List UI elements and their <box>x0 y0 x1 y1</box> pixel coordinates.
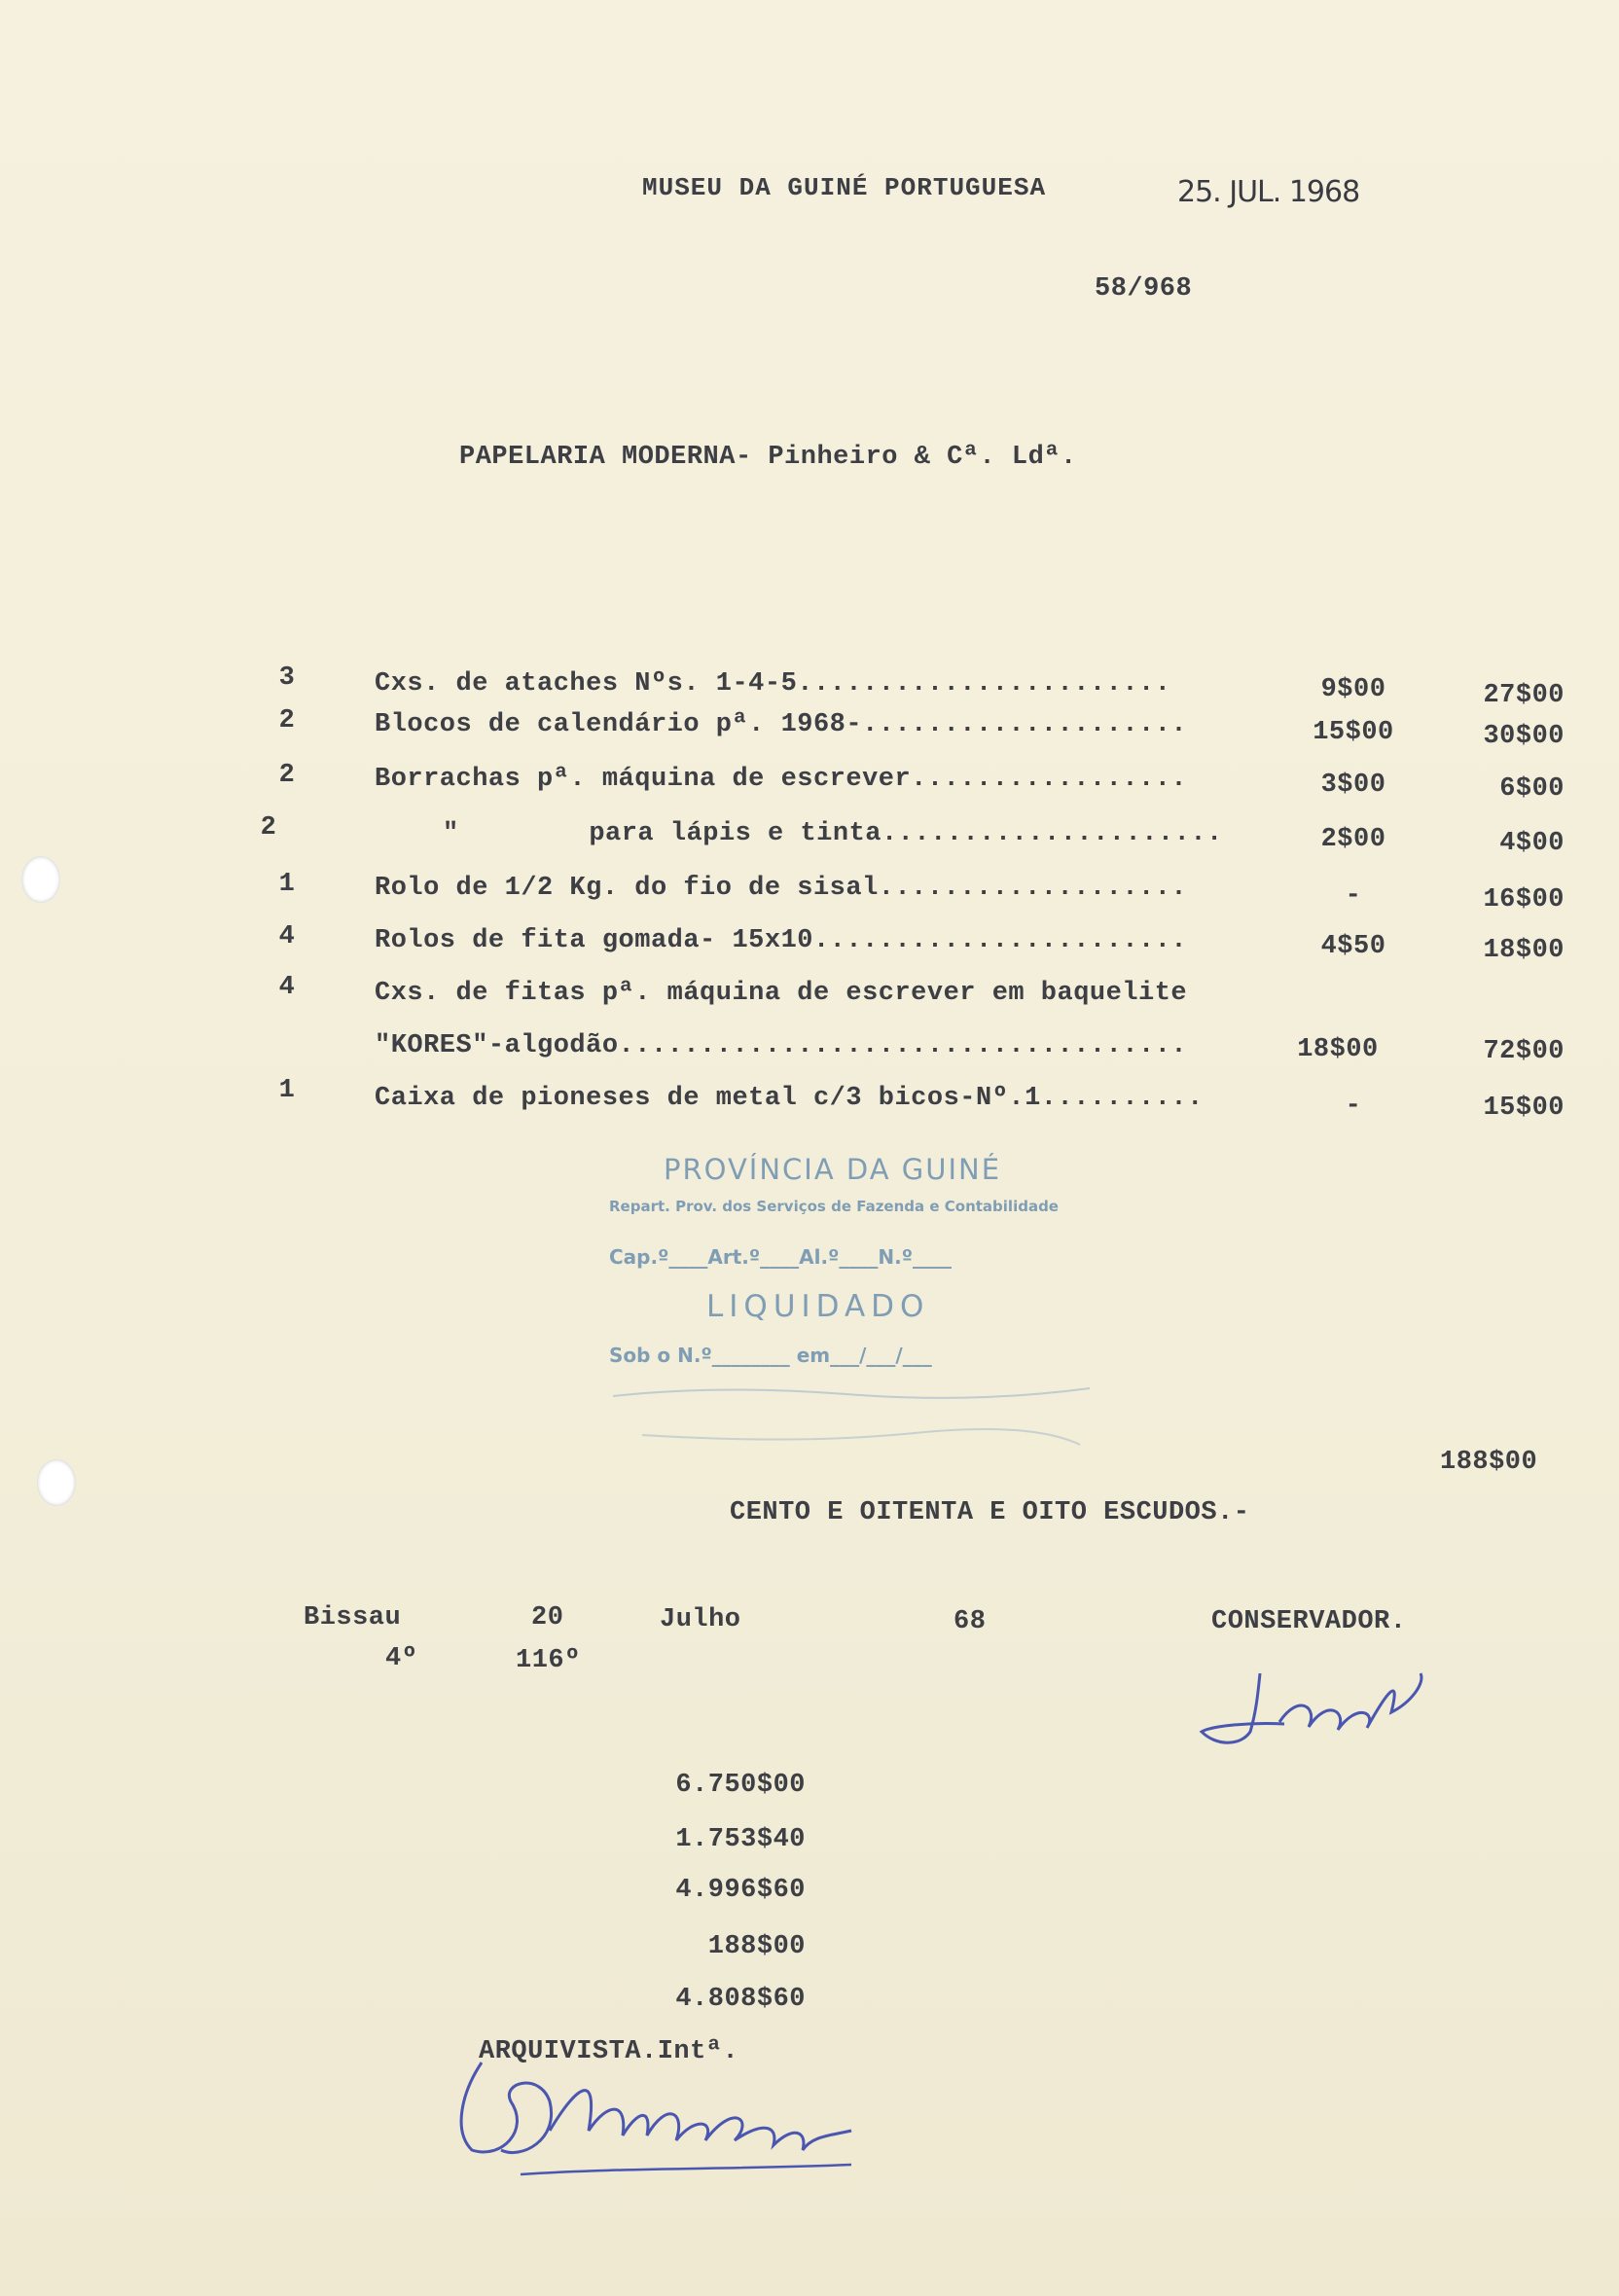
item-qty: 2 <box>278 761 296 790</box>
budget-figure: 6.750$00 <box>675 1771 806 1800</box>
stamp-liquidado: LIQUIDADO <box>706 1289 930 1324</box>
item-total: 15$00 <box>1483 1094 1565 1123</box>
item-unit-price: - <box>1345 881 1362 911</box>
total-in-words: CENTO E OITENTA E OITO ESCUDOS.- <box>730 1498 1250 1527</box>
signatory-title: CONSERVADOR. <box>1211 1607 1407 1636</box>
budget-figure: 4.808$60 <box>675 1985 806 2014</box>
item-qty: 4 <box>278 973 296 1002</box>
article-number: 116º <box>516 1646 581 1675</box>
item-unit-price: 18$00 <box>1297 1035 1379 1064</box>
budget-figure: 1.753$40 <box>675 1825 806 1854</box>
stamp-province: PROVÍNCIA DA GUINÉ <box>664 1153 1002 1186</box>
item-qty: 1 <box>278 870 296 899</box>
stamp-smudge <box>603 1377 1099 1464</box>
stamp-number-line: Sob o N.º________ em___/___/___ <box>609 1344 932 1367</box>
institution-name: MUSEU DA GUINÉ PORTUGUESA <box>642 173 1047 202</box>
item-description: Caixa de pioneses de metal c/3 bicos-Nº.1.......... <box>375 1084 1204 1113</box>
stamp-chapter-line: Cap.º____Art.º____Al.º____N.º____ <box>609 1245 952 1269</box>
day: 20 <box>531 1603 564 1632</box>
item-total: 72$00 <box>1483 1037 1565 1066</box>
item-total: 6$00 <box>1499 774 1565 804</box>
item-qty: 4 <box>278 922 296 951</box>
chapter-number: 4º <box>385 1644 418 1673</box>
punch-hole <box>21 856 60 903</box>
month: Julho <box>660 1605 741 1634</box>
stamp-department: Repart. Prov. dos Serviços de Fazenda e Contabilidade <box>609 1198 1059 1215</box>
item-qty: 2 <box>260 813 277 843</box>
punch-hole <box>37 1459 76 1506</box>
total-amount: 188$00 <box>1440 1448 1538 1477</box>
year: 68 <box>953 1607 987 1636</box>
archivist-title: ARQUIVISTA.Intª. <box>479 2037 739 2066</box>
item-total: 16$00 <box>1483 885 1565 915</box>
date-stamp: 25. JUL. 1968 <box>1177 175 1360 209</box>
item-total: 27$00 <box>1483 681 1565 710</box>
item-total: 4$00 <box>1499 829 1565 858</box>
item-total: 30$00 <box>1483 722 1565 751</box>
item-qty: 3 <box>278 664 296 693</box>
item-unit-price: 15$00 <box>1313 718 1394 747</box>
item-description: Rolo de 1/2 Kg. do fio de sisal................... <box>375 874 1188 903</box>
budget-figure: 4.996$60 <box>675 1876 806 1905</box>
item-description: Borrachas pª. máquina de escrever................. <box>375 765 1188 794</box>
budget-figure: 188$00 <box>707 1932 806 1961</box>
item-unit-price: 9$00 <box>1320 675 1386 704</box>
item-qty: 2 <box>278 706 296 735</box>
liquidado-stamp <box>594 1153 1099 1464</box>
supplier-name: PAPELARIA MODERNA- Pinheiro & Cª. Ldª. <box>459 443 1077 472</box>
conservador-signature <box>1192 1654 1435 1761</box>
item-description: Cxs. de fitas pª. máquina de escrever em baquelite <box>375 979 1188 1008</box>
item-qty: 1 <box>278 1076 296 1105</box>
place: Bissau <box>304 1603 402 1632</box>
archivist-signature <box>443 2043 910 2189</box>
item-description: Blocos de calendário pª. 1968-.................... <box>375 710 1188 739</box>
item-unit-price: - <box>1345 1092 1362 1121</box>
item-description: Rolos de fita gomada- 15x10....................... <box>375 926 1188 955</box>
item-description: Cxs. de ataches Nºs. 1-4-5....................... <box>375 669 1171 699</box>
item-description: " para lápis e tinta..................... <box>443 819 1223 848</box>
item-unit-price: 2$00 <box>1320 825 1386 854</box>
item-description: "KORES"-algodão................................... <box>375 1031 1188 1060</box>
item-total: 18$00 <box>1483 936 1565 965</box>
item-unit-price: 4$50 <box>1320 932 1386 961</box>
item-unit-price: 3$00 <box>1320 771 1386 800</box>
reference-number: 58/968 <box>1095 274 1193 304</box>
